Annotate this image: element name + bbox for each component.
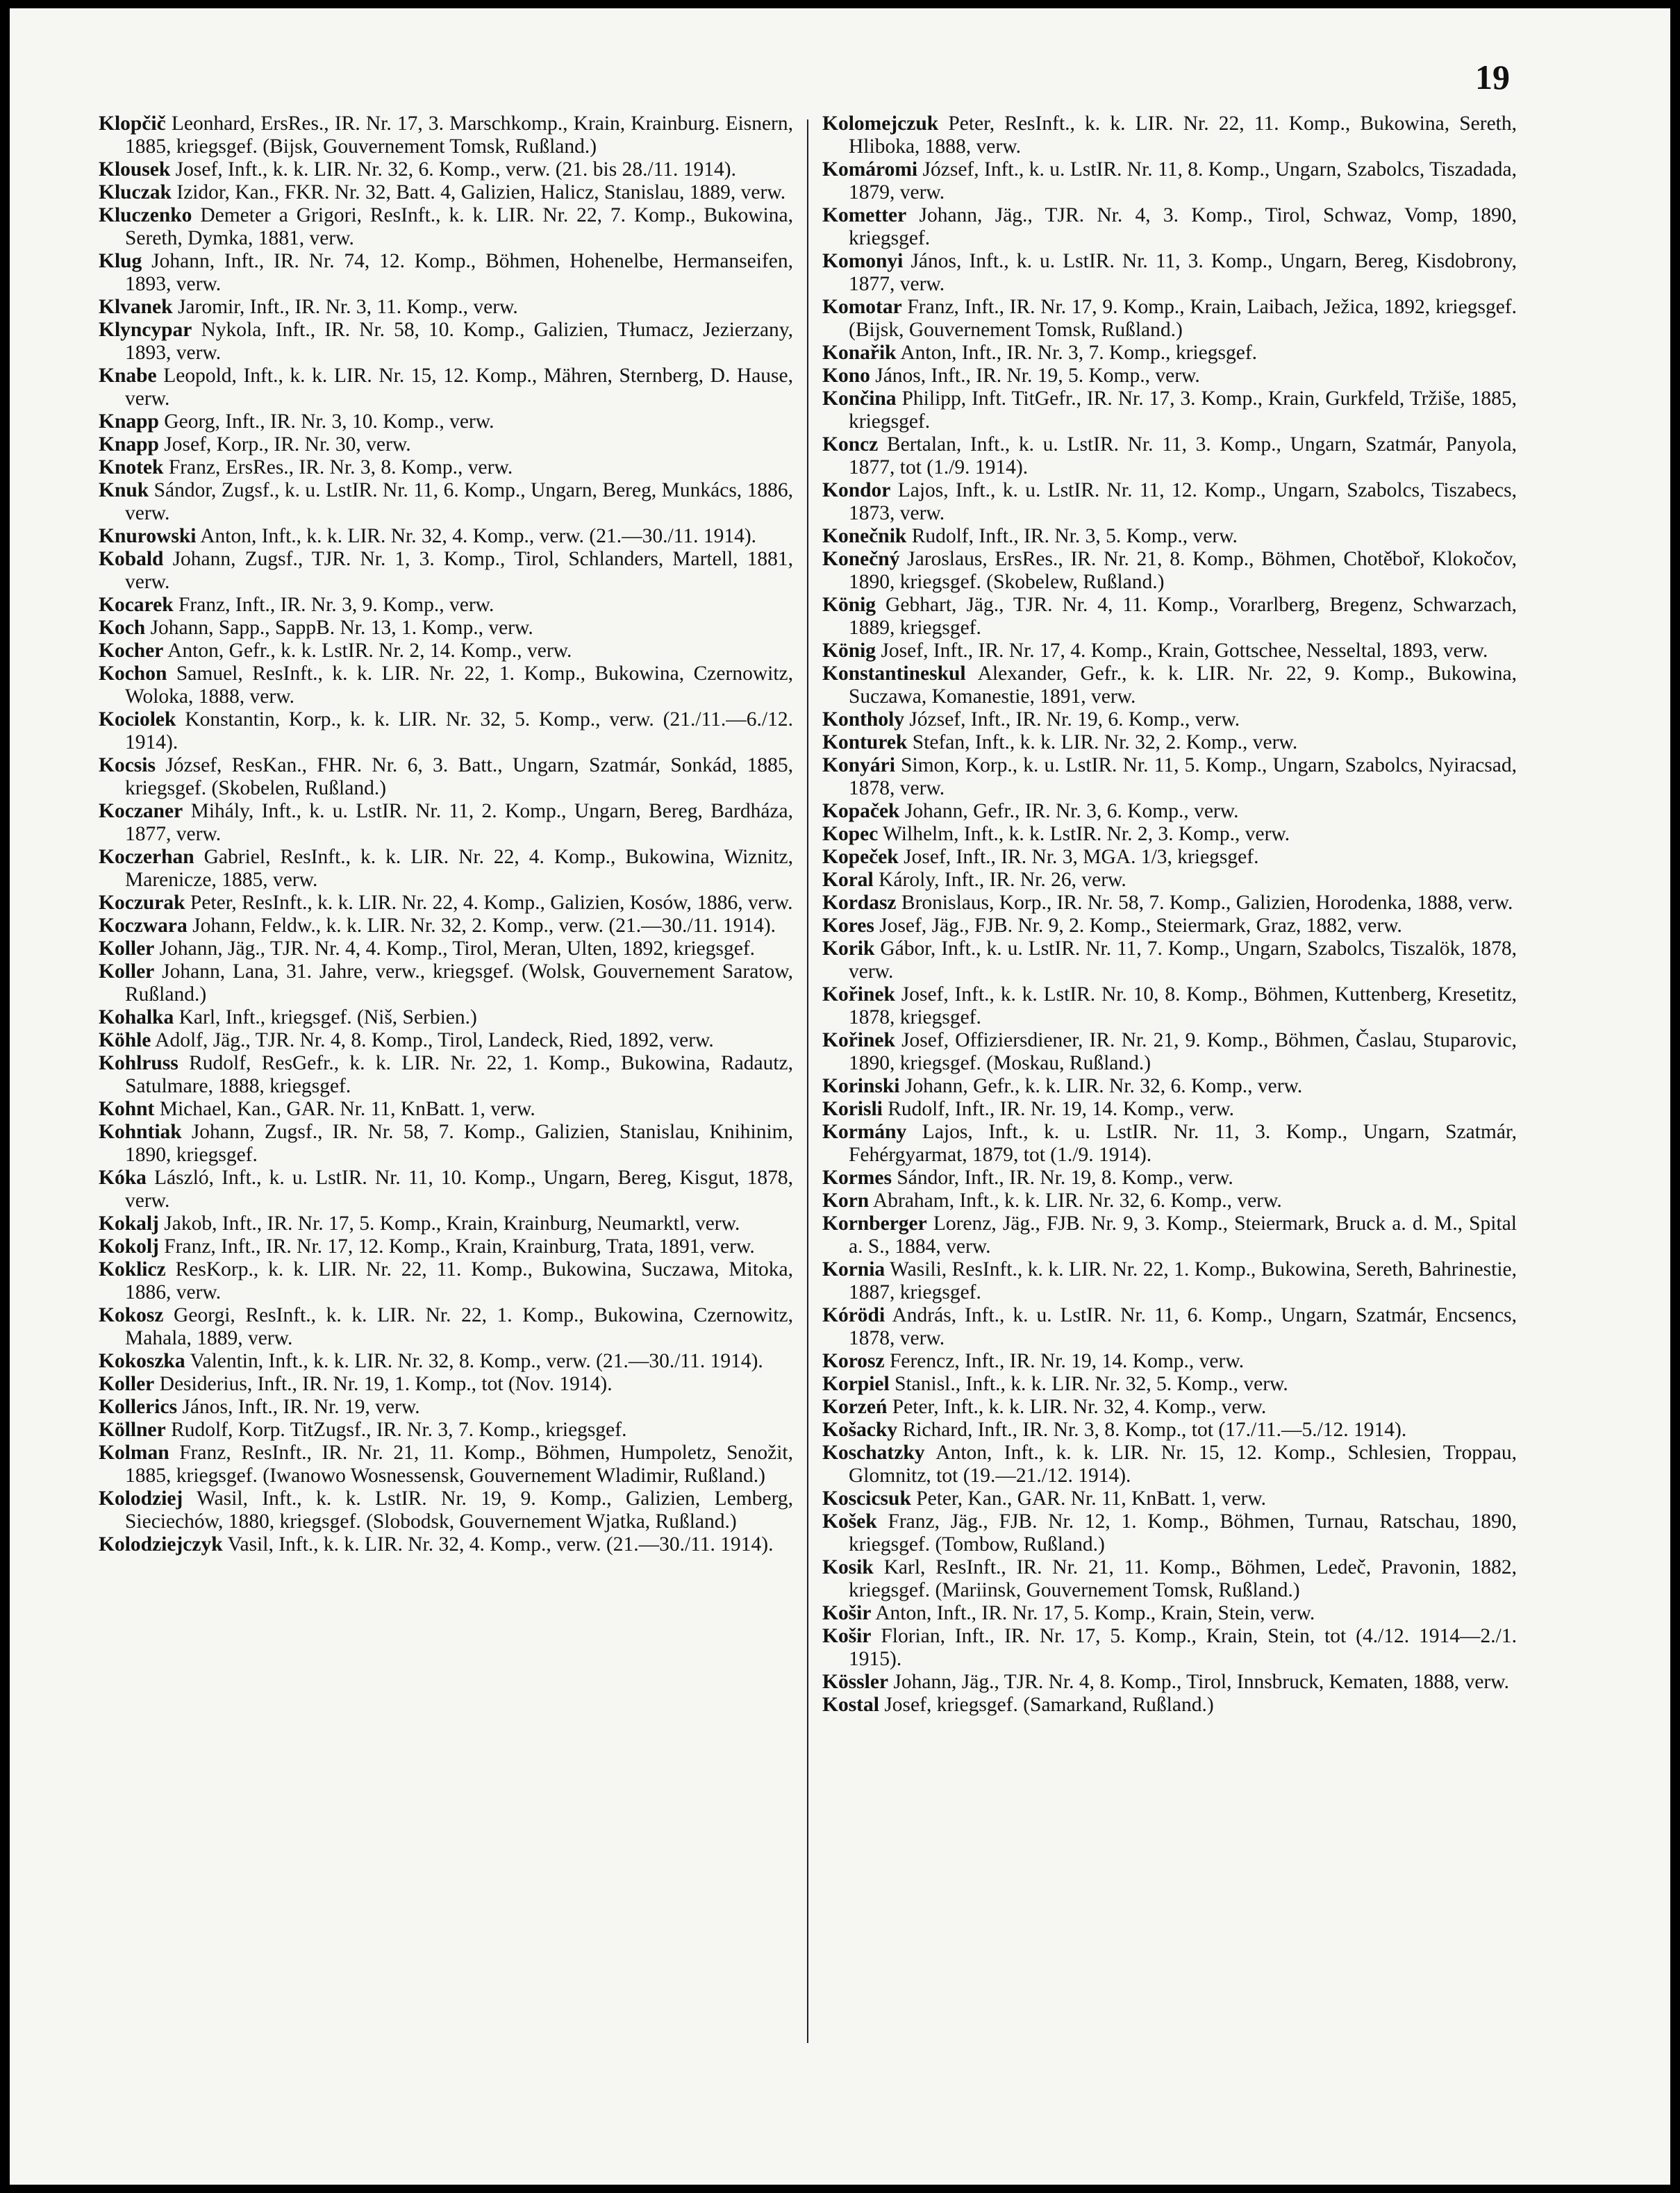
entry-surname: Kolomejczuk (822, 112, 939, 135)
entry-surname: Koczerhan (99, 846, 194, 868)
entry-surname: Kórödi (822, 1304, 885, 1326)
register-entry (99, 915, 793, 937)
entry-details: Károly, Inft., IR. Nr. 26, verw. (879, 869, 1126, 891)
entry-details: Georgi, ResInft., k. k. LIR. Nr. 22, 1. Komp., Bukowina, Czernowitz, Mahala, 1889, verw. (125, 1304, 793, 1349)
register-entry (822, 983, 1517, 1029)
register-entry (822, 1098, 1517, 1121)
entry-surname: Kössler (822, 1671, 889, 1693)
entry-surname: Kořinek (822, 1029, 895, 1051)
entry-details: András, Inft., k. u. LstIR. Nr. 11, 6. Komp., Ungarn, Szatmár, Encsencs, 1878, verw. (849, 1304, 1517, 1349)
entry-details: Rudolf, ResGefr., k. k. LIR. Nr. 22, 1. Komp., Bukowina, Radautz, Satulmare, 1888, kriegsgef. (125, 1052, 794, 1097)
entry-details: Wasil, Inft., k. k. LstIR. Nr. 19, 9. Komp., Galizien, Lemberg, Sieciechów, 1880, kriegsgef. (Slobodsk, Gouvernement Wjatka, Rußland.) (125, 1487, 793, 1533)
entry-details: Valentin, Inft., k. k. LIR. Nr. 32, 8. Komp., verw. (21.—30./11. 1914). (190, 1350, 763, 1372)
entry-details: Gabriel, ResInft., k. k. LIR. Nr. 22, 4. Komp., Bukowina, Wiznitz, Marenicze, 1885, verw. (125, 846, 794, 891)
entry-surname: Koczwara (99, 915, 188, 937)
entry-details: Leonhard, ErsRes., IR. Nr. 17, 3. Marschkomp., Krain, Krainburg. Eisnern, 1885, kriegsgef. (Bijsk, Gouvernement Tomsk, Rußland.) (125, 112, 794, 158)
entry-surname: Kocarek (99, 594, 174, 616)
register-entry (822, 1487, 1517, 1510)
entry-details: Jaroslaus, ErsRes., IR. Nr. 21, 8. Komp., Böhmen, Chotěboř, Klokočov, 1890, kriegsgef. (Skobelew, Rußland.) (849, 548, 1517, 593)
register-entry (822, 846, 1517, 869)
register-entry (99, 112, 793, 158)
entry-details: Josef, Inft., IR. Nr. 17, 4. Komp., Krain, Gottschee, Nesseltal, 1893, verw. (881, 640, 1488, 662)
register-entry (99, 640, 793, 662)
entry-surname: Klopčič (99, 112, 166, 135)
entry-details: Josef, Inft., k. k. LIR. Nr. 32, 6. Komp., verw. (21. bis 28./11. 1914). (175, 158, 737, 181)
entry-details: Lajos, Inft., k. u. LstIR. Nr. 11, 12. Komp., Ungarn, Szabolcs, Tiszabecs, 1873, verw. (849, 479, 1517, 524)
register-entry (822, 1625, 1517, 1671)
register-entry (99, 1235, 793, 1258)
entry-details: Anton, Inft., IR. Nr. 3, 7. Komp., kriegsgef. (900, 342, 1258, 364)
entry-details: Rudolf, Inft., IR. Nr. 19, 14. Komp., verw. (888, 1098, 1234, 1120)
right-column (822, 112, 1517, 1717)
entry-surname: Kordasz (822, 892, 897, 914)
entry-surname: Kontholy (822, 708, 905, 731)
register-entry (822, 342, 1517, 365)
entry-details: Johann, Jäg., TJR. Nr. 4, 4. Komp., Tirol, Meran, Ulten, 1892, kriegsgef. (159, 937, 756, 960)
entry-details: Johann, Gefr., IR. Nr. 3, 6. Komp., verw. (904, 800, 1239, 822)
register-entry (99, 846, 793, 892)
entry-surname: Kokosz (99, 1304, 164, 1326)
register-entry (99, 181, 793, 204)
entry-details: Konstantin, Korp., k. k. LIR. Nr. 32, 5. Komp., verw. (21./11.—6./12. 1914). (125, 708, 794, 753)
register-entry (822, 1556, 1517, 1602)
register-entry (822, 250, 1517, 296)
entry-details: Lajos, Inft., k. u. LstIR. Nr. 11, 3. Komp., Ungarn, Szatmár, Fehérgyarmat, 1879, tot (1./9. 1914). (849, 1121, 1517, 1166)
register-entry (99, 1052, 793, 1098)
entry-surname: Koller (99, 960, 155, 983)
document-page (10, 8, 1670, 2185)
entry-surname: Košir (822, 1625, 872, 1647)
entry-details: Bertalan, Inft., k. u. LstIR. Nr. 11, 3. Komp., Ungarn, Szatmár, Panyola, 1877, tot (1./9. 1914). (849, 433, 1517, 478)
entry-details: Johann, Sapp., SappB. Nr. 13, 1. Komp., verw. (150, 617, 533, 639)
entry-surname: Kořinek (822, 983, 895, 1006)
entry-details: Josef, Inft., k. k. LstIR. Nr. 10, 8. Komp., Böhmen, Kuttenberg, Kresetitz, 1878, kriegsgef. (849, 983, 1517, 1028)
entry-details: József, Inft., IR. Nr. 19, 6. Komp., verw. (909, 708, 1240, 731)
entry-surname: König (822, 594, 876, 616)
entry-surname: König (822, 640, 876, 662)
register-entry (99, 1373, 793, 1396)
entry-surname: Kohalka (99, 1006, 174, 1028)
register-entry (99, 548, 793, 594)
entry-details: Mihály, Inft., k. u. LstIR. Nr. 11, 2. Komp., Ungarn, Bereg, Bardháza, 1877, verw. (125, 800, 794, 845)
entry-surname: Kluczak (99, 181, 172, 203)
register-entry (822, 1121, 1517, 1167)
register-entry (99, 960, 793, 1006)
entry-surname: Konstantineskul (822, 662, 966, 685)
entry-details: Josef, Inft., IR. Nr. 3, MGA. 1/3, kriegsgef. (904, 846, 1259, 868)
register-entry (99, 1006, 793, 1029)
entry-details: Johann, Gefr., k. k. LIR. Nr. 32, 6. Komp., verw. (904, 1075, 1303, 1097)
entry-details: Peter, Kan., GAR. Nr. 11, KnBatt. 1, verw. (916, 1487, 1267, 1510)
entry-details: Johann, Inft., IR. Nr. 74, 12. Komp., Böhmen, Hohenelbe, Hermanseifen, 1893, verw. (125, 250, 793, 295)
register-entry (99, 1029, 793, 1052)
entry-surname: Koch (99, 617, 146, 639)
entry-surname: Koklicz (99, 1258, 166, 1281)
entry-details: Ferencz, Inft., IR. Nr. 19, 14. Komp., verw. (889, 1350, 1245, 1372)
entry-details: Anton, Inft., IR. Nr. 17, 5. Komp., Krain, Stein, verw. (875, 1602, 1315, 1624)
register-entry (822, 594, 1517, 640)
register-entry (99, 708, 793, 754)
entry-details: Peter, ResInft., k. k. LIR. Nr. 22, 11. Komp., Bukowina, Sereth, Hliboka, 1888, verw. (849, 112, 1517, 158)
register-entry (99, 892, 793, 915)
entry-details: Peter, Inft., k. k. LIR. Nr. 32, 4. Komp., verw. (892, 1396, 1267, 1418)
entry-details: Karl, ResInft., IR. Nr. 21, 11. Komp., Böhmen, Ledeč, Pravonin, 1882, kriegsgef. (Mariinsk, Gouvernement Tomsk, Rußland.) (849, 1556, 1517, 1601)
register-entry (822, 823, 1517, 846)
entry-surname: Klvanek (99, 296, 173, 318)
entry-surname: Kornberger (822, 1212, 927, 1235)
entry-details: Wilhelm, Inft., k. k. LstIR. Nr. 2, 3. Komp., verw. (883, 823, 1290, 845)
entry-surname: Košacky (822, 1419, 898, 1441)
entry-details: Georg, Inft., IR. Nr. 3, 10. Komp., verw. (164, 410, 494, 433)
entry-surname: Košir (822, 1602, 872, 1624)
entry-details: Franz, Inft., IR. Nr. 17, 12. Komp., Krain, Krainburg, Trata, 1891, verw. (164, 1235, 755, 1258)
entry-surname: Kociolek (99, 708, 176, 731)
entry-surname: Korik (822, 937, 875, 960)
entry-surname: Koral (822, 869, 874, 891)
entry-surname: Korzeń (822, 1396, 888, 1418)
entry-details: Richard, Inft., IR. Nr. 3, 8. Komp., tot (17./11.—5./12. 1914). (902, 1419, 1407, 1441)
entry-surname: Koschatzky (822, 1442, 925, 1464)
entry-details: Johann, Jäg., TJR. Nr. 4, 3. Komp., Tirol, Schwaz, Vomp, 1890, kriegsgef. (849, 204, 1517, 249)
entry-details: Johann, Feldw., k. k. LIR. Nr. 32, 2. Komp., verw. (21.—30./11. 1914). (192, 915, 776, 937)
entry-details: Sándor, Inft., IR. Nr. 19, 8. Komp., verw. (897, 1167, 1233, 1189)
entry-surname: Komonyi (822, 250, 904, 272)
entry-details: Philipp, Inft. TitGefr., IR. Nr. 17, 3. Komp., Krain, Gurkfeld, Tržiše, 1885, kriegsgef. (849, 387, 1517, 433)
register-entry (822, 937, 1517, 983)
entry-details: Desiderius, Inft., IR. Nr. 19, 1. Komp., tot (Nov. 1914). (159, 1373, 613, 1395)
entry-surname: Kobald (99, 548, 164, 570)
register-entry (99, 1419, 793, 1442)
entry-surname: Kóka (99, 1167, 147, 1189)
entry-details: Nykola, Inft., IR. Nr. 58, 10. Komp., Galizien, Tłumacz, Jezierzany, 1893, verw. (125, 319, 793, 364)
entry-details: Jakob, Inft., IR. Nr. 17, 5. Komp., Krain, Krainburg, Neumarktl, verw. (164, 1212, 740, 1235)
register-entry (822, 433, 1517, 479)
entry-surname: Konařik (822, 342, 897, 364)
register-entry (99, 937, 793, 960)
entry-surname: Kopaček (822, 800, 900, 822)
entry-details: Franz, Inft., IR. Nr. 3, 9. Komp., verw. (178, 594, 494, 616)
entry-surname: Kostal (822, 1694, 879, 1716)
register-entry (99, 1304, 793, 1350)
register-entry (99, 479, 793, 525)
entry-details: József, Inft., k. u. LstIR. Nr. 11, 8. Komp., Ungarn, Szabolcs, Tiszadada, 1879, verw. (849, 158, 1517, 203)
entry-details: Josef, Korp., IR. Nr. 30, verw. (164, 433, 411, 456)
register-entry (822, 1350, 1517, 1373)
entry-surname: Knapp (99, 433, 159, 456)
entry-surname: Končina (822, 387, 897, 410)
entry-surname: Kohntiak (99, 1121, 182, 1143)
entry-details: Josef, Jäg., FJB. Nr. 9, 2. Komp., Steiermark, Graz, 1882, verw. (879, 915, 1402, 937)
entry-surname: Korisli (822, 1098, 883, 1120)
entry-details: Anton, Inft., k. k. LIR. Nr. 32, 4. Komp., verw. (21.—30./11. 1914). (200, 525, 757, 547)
entry-details: Josef, Offiziersdiener, IR. Nr. 21, 9. Komp., Böhmen, Časlau, Stuparovic, 1890, kriegsgef. (Moskau, Rußland.) (849, 1029, 1517, 1074)
entry-surname: Komotar (822, 296, 902, 318)
entry-surname: Korn (822, 1190, 870, 1212)
entry-surname: Knabe (99, 365, 157, 387)
entry-details: ResKorp., k. k. LIR. Nr. 22, 11. Komp., Bukowina, Suczawa, Mitoka, 1886, verw. (125, 1258, 794, 1303)
register-entry (822, 731, 1517, 754)
register-entry (822, 1442, 1517, 1487)
entry-surname: Koncz (822, 433, 879, 456)
register-entry (822, 754, 1517, 800)
register-entry (822, 1510, 1517, 1556)
register-entry (99, 662, 793, 708)
register-entry (99, 1098, 793, 1121)
register-entry (822, 1304, 1517, 1350)
entry-details: Franz, ResInft., IR. Nr. 21, 11. Komp., Böhmen, Humpoletz, Senožit, 1885, kriegsgef. (Iwanowo Wosnessensk, Gouvernement Wladimir, Rußland.) (125, 1442, 794, 1487)
register-entry (822, 1373, 1517, 1396)
register-entry (99, 1396, 793, 1419)
entry-surname: Knapp (99, 410, 159, 433)
entry-details: János, Inft., IR. Nr. 19, verw. (182, 1396, 420, 1418)
entry-surname: Kokoszka (99, 1350, 185, 1372)
entry-surname: Korinski (822, 1075, 900, 1097)
register-entry (822, 296, 1517, 342)
entry-details: Anton, Gefr., k. k. LstIR. Nr. 2, 14. Komp., verw. (167, 640, 572, 662)
entry-surname: Koscicsuk (822, 1487, 911, 1510)
register-entry (822, 525, 1517, 548)
register-entry (99, 594, 793, 617)
register-entry (822, 892, 1517, 915)
register-entry (822, 1671, 1517, 1694)
register-entry (822, 708, 1517, 731)
register-entry (99, 754, 793, 800)
entry-surname: Kohlruss (99, 1052, 178, 1074)
entry-details: János, Inft., IR. Nr. 19, 5. Komp., verw. (875, 365, 1200, 387)
entry-details: Adolf, Jäg., TJR. Nr. 4, 8. Komp., Tirol, Landeck, Ried, 1892, verw. (155, 1029, 714, 1051)
page-number: 19 (1475, 58, 1510, 97)
register-entry (822, 915, 1517, 937)
entry-details: Sándor, Zugsf., k. u. LstIR. Nr. 11, 6. Komp., Ungarn, Bereg, Munkács, 1886, verw. (125, 479, 794, 524)
entry-details: Gebhart, Jäg., TJR. Nr. 4, 11. Komp., Vorarlberg, Bregenz, Schwarzach, 1889, kriegsgef. (849, 594, 1517, 639)
entry-details: Gábor, Inft., k. u. LstIR. Nr. 11, 7. Komp., Ungarn, Szabolcs, Tiszalök, 1878, verw. (849, 937, 1517, 983)
register-entry (99, 525, 793, 548)
entry-details: Izidor, Kan., FKR. Nr. 32, Batt. 4, Galizien, Halicz, Stanislau, 1889, verw. (176, 181, 786, 203)
entry-details: Johann, Zugsf., IR. Nr. 58, 7. Komp., Galizien, Stanislau, Knihinim, 1890, kriegsgef. (125, 1121, 793, 1166)
entry-surname: Klyncypar (99, 319, 192, 341)
register-entry (99, 319, 793, 365)
register-entry (99, 410, 793, 433)
entry-surname: Konyári (822, 754, 895, 776)
entry-details: Rudolf, Inft., IR. Nr. 3, 5. Komp., verw. (911, 525, 1238, 547)
entry-surname: Kollerics (99, 1396, 178, 1418)
entry-details: Anton, Inft., k. k. LIR. Nr. 15, 12. Komp., Schlesien, Troppau, Glomnitz, tot (19.—21./12. 1914). (849, 1442, 1517, 1487)
register-entry (822, 662, 1517, 708)
left-column (99, 112, 793, 1556)
entry-surname: Köhle (99, 1029, 151, 1051)
entry-surname: Kometter (822, 204, 907, 226)
register-entry (822, 548, 1517, 594)
register-entry (99, 1442, 793, 1487)
entry-surname: Kosik (822, 1556, 874, 1578)
register-entry (822, 1167, 1517, 1190)
entry-surname: Kocsis (99, 754, 156, 776)
entry-surname: Knurowski (99, 525, 197, 547)
entry-details: Wasili, ResInft., k. k. LIR. Nr. 22, 1. Komp., Bukowina, Sereth, Bahrinestie, 1887, kriegsgef. (849, 1258, 1517, 1303)
register-entry (822, 1602, 1517, 1625)
entry-surname: Kopeček (822, 846, 899, 868)
entry-surname: Kocher (99, 640, 164, 662)
entry-details: Samuel, ResInft., k. k. LIR. Nr. 22, 1. Komp., Bukowina, Czernowitz, Woloka, 1888, verw. (125, 662, 793, 708)
register-entry (822, 869, 1517, 892)
entry-surname: Klousek (99, 158, 171, 181)
column-divider (807, 119, 808, 2043)
register-entry (822, 1396, 1517, 1419)
entry-details: Jaromir, Inft., IR. Nr. 3, 11. Komp., verw. (177, 296, 518, 318)
entry-surname: Klug (99, 250, 142, 272)
register-entry (99, 433, 793, 456)
register-entry (99, 1350, 793, 1373)
register-entry (99, 456, 793, 479)
entry-details: Johann, Lana, 31. Jahre, verw., kriegsgef. (Wolsk, Gouvernement Saratow, Rußland.) (125, 960, 793, 1006)
entry-surname: Kolman (99, 1442, 169, 1464)
register-entry (822, 800, 1517, 823)
entry-details: Karl, Inft., kriegsgef. (Niš, Serbien.) (178, 1006, 477, 1028)
entry-surname: Kores (822, 915, 874, 937)
entry-surname: Kormes (822, 1167, 892, 1189)
entry-surname: Kolodziejczyk (99, 1533, 223, 1556)
register-entry (822, 1212, 1517, 1258)
entry-surname: Kolodziej (99, 1487, 183, 1510)
register-entry (99, 1167, 793, 1212)
entry-surname: Košek (822, 1510, 877, 1533)
register-entry (822, 1258, 1517, 1304)
entry-details: Florian, Inft., IR. Nr. 17, 5. Komp., Krain, Stein, tot (4./12. 1914—2./1. 1915). (849, 1625, 1517, 1670)
entry-details: Rudolf, Korp. TitZugsf., IR. Nr. 3, 7. Komp., kriegsgef. (171, 1419, 627, 1441)
entry-surname: Kormány (822, 1121, 907, 1143)
entry-details: János, Inft., k. u. LstIR. Nr. 11, 3. Komp., Ungarn, Bereg, Kisdobrony, 1877, verw. (849, 250, 1517, 295)
register-entry (99, 1533, 793, 1556)
entry-details: Stefan, Inft., k. k. LIR. Nr. 32, 2. Komp., verw. (912, 731, 1298, 753)
entry-surname: Kopec (822, 823, 879, 845)
register-entry (99, 800, 793, 846)
register-entry (99, 1487, 793, 1533)
register-entry (822, 479, 1517, 525)
entry-surname: Konturek (822, 731, 908, 753)
entry-details: Lorenz, Jäg., FJB. Nr. 9, 3. Komp., Steiermark, Bruck a. d. M., Spital a. S., 1884, verw. (849, 1212, 1517, 1258)
entry-details: Simon, Korp., k. u. LstIR. Nr. 11, 5. Komp., Ungarn, Szabolcs, Nyiracsad, 1878, verw. (849, 754, 1517, 799)
entry-surname: Kokalj (99, 1212, 159, 1235)
entry-surname: Kluczenko (99, 204, 192, 226)
entry-surname: Koller (99, 937, 155, 960)
register-entry (822, 1419, 1517, 1442)
register-entry (822, 204, 1517, 250)
entry-details: Stanisl., Inft., k. k. LIR. Nr. 32, 5. Komp., verw. (895, 1373, 1288, 1395)
entry-details: Franz, Inft., IR. Nr. 17, 9. Komp., Krain, Laibach, Ježica, 1892, kriegsgef. (Bijsk, Gouvernement Tomsk, Rußland.) (849, 296, 1517, 341)
entry-surname: Kondor (822, 479, 891, 501)
entry-surname: Komáromi (822, 158, 918, 181)
entry-surname: Konečnik (822, 525, 907, 547)
register-entry (99, 1121, 793, 1167)
register-entry (822, 112, 1517, 158)
entry-surname: Kokolj (99, 1235, 159, 1258)
entry-surname: Koczurak (99, 892, 185, 914)
register-entry (99, 158, 793, 181)
register-entry (99, 617, 793, 640)
entry-details: Leopold, Inft., k. k. LIR. Nr. 15, 12. Komp., Mähren, Sternberg, D. Hause, verw. (125, 365, 794, 410)
register-entry (822, 1190, 1517, 1212)
entry-surname: Köllner (99, 1419, 166, 1441)
register-entry (822, 365, 1517, 387)
entry-details: László, Inft., k. u. LstIR. Nr. 11, 10. Komp., Ungarn, Bereg, Kisgut, 1878, verw. (125, 1167, 794, 1212)
entry-details: József, ResKan., FHR. Nr. 6, 3. Batt., Ungarn, Szatmár, Sonkád, 1885, kriegsgef. (Skobelen, Rußland.) (125, 754, 793, 799)
register-entry (99, 1258, 793, 1304)
entry-surname: Kohnt (99, 1098, 155, 1120)
register-entry (822, 1075, 1517, 1098)
entry-details: Vasil, Inft., k. k. LIR. Nr. 32, 4. Komp., verw. (21.—30./11. 1914). (227, 1533, 774, 1556)
entry-details: Franz, ErsRes., IR. Nr. 3, 8. Komp., verw. (168, 456, 513, 478)
entry-surname: Kono (822, 365, 870, 387)
entry-details: Bronislaus, Korp., IR. Nr. 58, 7. Komp., Galizien, Horodenka, 1888, verw. (901, 892, 1513, 914)
register-entry (99, 365, 793, 410)
entry-details: Michael, Kan., GAR. Nr. 11, KnBatt. 1, verw. (159, 1098, 535, 1120)
entry-surname: Koller (99, 1373, 155, 1395)
register-entry (822, 158, 1517, 204)
entry-surname: Korosz (822, 1350, 885, 1372)
register-entry (99, 1212, 793, 1235)
register-entry (822, 387, 1517, 433)
register-entry (822, 1694, 1517, 1717)
entry-surname: Kochon (99, 662, 167, 685)
entry-surname: Koczaner (99, 800, 183, 822)
entry-surname: Knuk (99, 479, 149, 501)
entry-details: Demeter a Grigori, ResInft., k. k. LIR. Nr. 22, 7. Komp., Bukowina, Sereth, Dymka, 1881, verw. (125, 204, 794, 249)
entry-details: Abraham, Inft., k. k. LIR. Nr. 32, 6. Komp., verw. (872, 1190, 1282, 1212)
entry-details: Johann, Jäg., TJR. Nr. 4, 8. Komp., Tirol, Innsbruck, Kematen, 1888, verw. (893, 1671, 1510, 1693)
register-entry (822, 640, 1517, 662)
entry-surname: Knotek (99, 456, 164, 478)
entry-details: Franz, Jäg., FJB. Nr. 12, 1. Komp., Böhmen, Turnau, Ratschau, 1890, kriegsgef. (Tombow, Rußland.) (849, 1510, 1517, 1556)
entry-details: Peter, ResInft., k. k. LIR. Nr. 22, 4. Komp., Galizien, Kosów, 1886, verw. (190, 892, 793, 914)
entry-details: Josef, kriegsgef. (Samarkand, Rußland.) (884, 1694, 1214, 1716)
register-entry (822, 1029, 1517, 1075)
entry-surname: Konečný (822, 548, 900, 570)
register-entry (99, 296, 793, 319)
register-entry (99, 250, 793, 296)
entry-details: Johann, Zugsf., TJR. Nr. 1, 3. Komp., Tirol, Schlanders, Martell, 1881, verw. (125, 548, 793, 593)
entry-surname: Kornia (822, 1258, 885, 1281)
entry-surname: Korpiel (822, 1373, 890, 1395)
register-entry (99, 204, 793, 250)
entry-details: Alexander, Gefr., k. k. LIR. Nr. 22, 9. Komp., Bukowina, Suczawa, Komanestie, 1891, verw. (849, 662, 1517, 708)
